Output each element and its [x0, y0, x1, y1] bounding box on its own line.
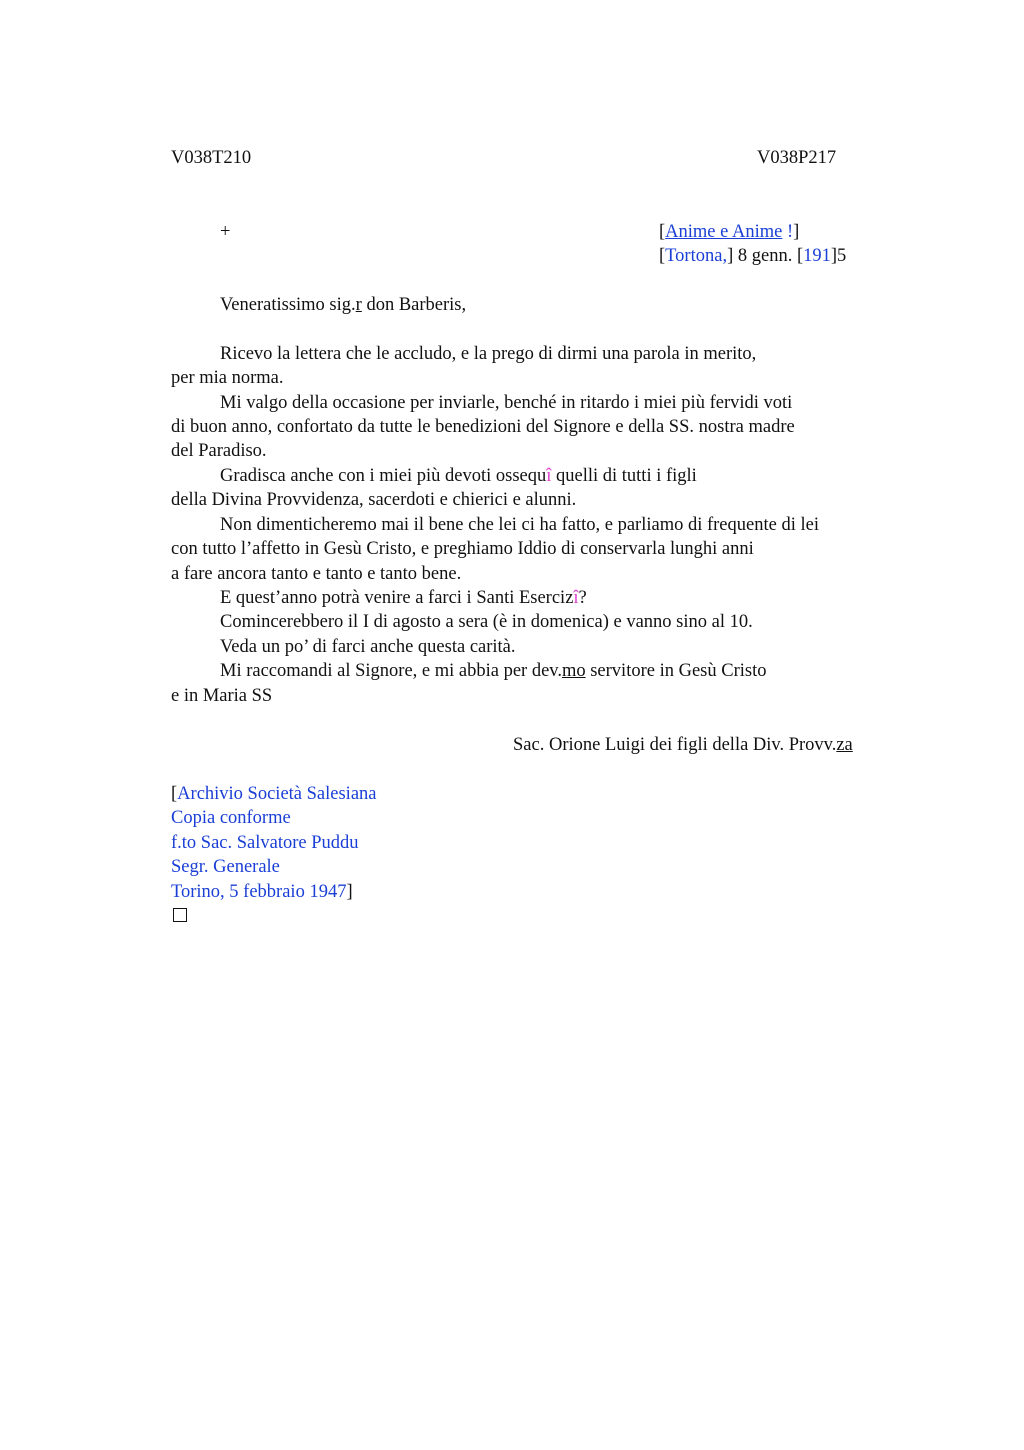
letter-date — [659, 246, 846, 267]
body-line: del Paradiso. — [171, 441, 267, 461]
salutation-pre: Veneratissimo sig. — [220, 295, 356, 315]
archive-text: Torino, 5 febbraio 1947 — [171, 882, 347, 902]
body-text: Mi raccomandi al Signore, e mi abbia per dev. — [220, 661, 562, 681]
signature-sup: za — [836, 735, 853, 755]
body-line: per mia norma. — [171, 368, 284, 388]
body-line: Comincerebbero il I di agosto a sera (è in domenica) e vanno sino al 10. — [220, 612, 753, 632]
archive-bracket-close: ] — [346, 882, 353, 902]
body-text: E quest’anno potrà venire a farci i Santi Eserciz — [220, 588, 574, 608]
place-bracket-open: [ — [659, 246, 666, 266]
body-line: e in Maria SS — [171, 686, 273, 706]
archive-line — [171, 784, 377, 805]
body-text: ? — [578, 588, 587, 608]
body-line: Veda un po’ di farci anche questa carità. — [220, 637, 516, 657]
body-line — [220, 588, 587, 609]
body-line: Ricevo la lettera che le accludo, e la prego di dirmi una parola in merito, — [220, 344, 757, 364]
signature-text: Sac. Orione Luigi dei figli della Div. Provv. — [513, 735, 837, 755]
letter-title — [659, 222, 799, 243]
salutation — [220, 295, 466, 316]
year-end: ]5 — [830, 246, 847, 266]
body-line: con tutto l’affetto in Gesù Cristo, e preghiamo Iddio di conservarla lunghi anni — [171, 539, 754, 559]
title-link[interactable]: Anime e Anime — [665, 222, 783, 242]
accent-marker: î — [546, 466, 552, 486]
body-text: quelli di tutti i figli — [551, 466, 697, 486]
archive-line: Segr. Generale — [171, 857, 280, 877]
checkbox-icon — [173, 908, 187, 922]
body-line: a fare ancora tanto e tanto e tanto bene. — [171, 564, 462, 584]
salutation-post: don Barberis, — [361, 295, 467, 315]
year-part: 191 — [803, 246, 831, 266]
body-text: Gradisca anche con i miei più devoti ossequ — [220, 466, 547, 486]
salutation-sup: r — [355, 295, 362, 315]
body-line — [220, 466, 697, 487]
archive-line: f.to Sac. Salvatore Puddu — [171, 833, 359, 853]
place-name: Tortona, — [665, 246, 728, 266]
body-line: Non dimenticheremo mai il bene che lei ci ha fatto, e parliamo di frequente di lei — [220, 515, 819, 535]
title-bracket-open: [ — [659, 222, 666, 242]
title-bang: ! — [786, 222, 794, 242]
document-code-left: V038T210 — [171, 148, 252, 168]
archive-text: Archivio Società Salesiana — [177, 784, 377, 804]
accent-marker: î — [573, 588, 579, 608]
date-mid: ] 8 genn. [ — [727, 246, 804, 266]
body-text: servitore in Gesù Cristo — [585, 661, 767, 681]
body-line: della Divina Provvidenza, sacerdoti e chierici e alunni. — [171, 490, 577, 510]
signature — [513, 735, 853, 756]
body-line: Mi valgo della occasione per inviarle, benché in ritardo i miei più fervidi voti — [220, 393, 793, 413]
archive-line: Copia conforme — [171, 808, 291, 828]
body-line — [220, 661, 766, 682]
archive-bracket-open: [ — [171, 784, 178, 804]
body-sup: mo — [561, 661, 586, 681]
archive-line — [171, 882, 353, 903]
title-bracket-close: ] — [793, 222, 800, 242]
document-code-right: V038P217 — [757, 148, 837, 168]
body-line: di buon anno, confortato da tutte le benedizioni del Signore e della SS. nostra madre — [171, 417, 795, 437]
cross-mark: + — [220, 222, 231, 242]
